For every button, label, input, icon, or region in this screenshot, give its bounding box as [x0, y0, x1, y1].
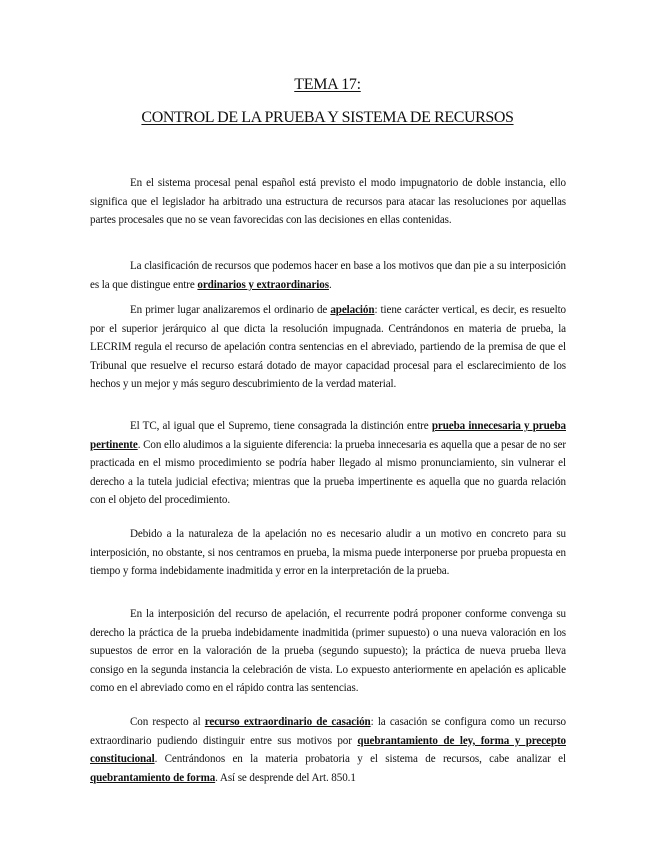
paragraph [90, 301, 566, 394]
paragraph-text: El TC, al igual que el Supremo, tiene consagrada la distinción entre [130, 420, 432, 433]
paragraph [90, 713, 566, 787]
paragraph [90, 525, 566, 581]
paragraph-text: En el sistema procesal penal español está previsto el modo impugnatorio de doble instancia, ello significa que el legislador ha arbitrado una estructura de recursos para atacar las resoluciones por aquellas partes procesales que no se vean favorecidas con las decisiones en ellas contenidas. [90, 177, 566, 227]
emphasis-text: recurso extraordinario de casación [204, 716, 371, 729]
paragraph-text: Con respecto al [130, 716, 205, 729]
paragraph-text: . [328, 278, 332, 291]
paragraph [90, 257, 566, 294]
paragraph-text: : la casación se configura como un recurso extraordinario pudiendo distinguir entre sus motivos por [90, 716, 566, 747]
paragraph-text: . Así se desprende del Art. 850.1 [215, 771, 356, 784]
paragraph [90, 605, 566, 698]
document-title-line1: TEMA 17: [294, 76, 361, 93]
paragraph-text: . Con ello aludimos a la siguiente diferencia: la prueba innecesaria es aquella que a pesar de no ser practicada en el mismo procedimiento se podría haber llegado al mismo pronunciamiento, sin vulnerar el derecho a la tutela judicial efectiva; mientras que la prueba impertinente es aquella que no guarda relación con el objeto del procedimiento. [90, 438, 566, 507]
paragraph-text: La clasificación de recursos que podemos hacer en base a los motivos que dan pie a su interposición es la que distingue entre [90, 260, 566, 291]
paragraph [90, 174, 566, 230]
paragraph-text: Debido a la naturaleza de la apelación no es necesario aludir a un motivo en concreto para su interposición, no obstante, si nos centramos en prueba, la misma puede interponerse por prueba propuesta en tiempo y forma indebidamente inadmitida y error en la interpretación de la prueba. [90, 528, 566, 578]
paragraph [90, 417, 566, 510]
emphasis-text: quebrantamiento de ley, forma y precepto constitucional [90, 734, 566, 766]
document-title-line2: CONTROL DE LA PRUEBA Y SISTEMA DE RECURSOS [141, 109, 514, 126]
paragraph-text: . Centrándonos en la materia probatoria y el sistema de recursos, cabe analizar el [154, 753, 566, 766]
paragraph-text: En primer lugar analizaremos el ordinario de [130, 304, 331, 317]
paragraph-text: En la interposición del recurso de apelación, el recurrente podrá proponer conforme convenga su derecho la práctica de la prueba indebidamente inadmitida (primer supuesto) o una nueva valoración en los supuestos de error en la valoración de la prueba (segundo supuesto); la práctica de nueva prueba lleva consigo en la segunda instancia la celebración de vista. Lo expuesto anteriormente en apelación es aplicable como en el abreviado como en el rápido contra las sentencias. [90, 608, 566, 695]
emphasis-text: quebrantamiento de forma [90, 771, 216, 784]
emphasis-text: prueba innecesaria y prueba pertinente [90, 420, 566, 451]
paragraph-text: : tiene carácter vertical, es decir, es resuelto por el superior jerárquico al que dicta la resolución impugnada. Centrándonos en materia de prueba, la LECRIM regula el recurso de apelación contra sentencias en el abreviado, partiendo de la premisa de que el Tribunal que resuelve el recurso estará dotado de mayor capacidad procesal para el esclarecimiento de los hechos y un mejor y más seguro descubrimiento de la verdad material. [90, 304, 566, 391]
emphasis-text: apelación [330, 304, 375, 317]
emphasis-text: ordinarios y extraordinarios [197, 278, 329, 291]
